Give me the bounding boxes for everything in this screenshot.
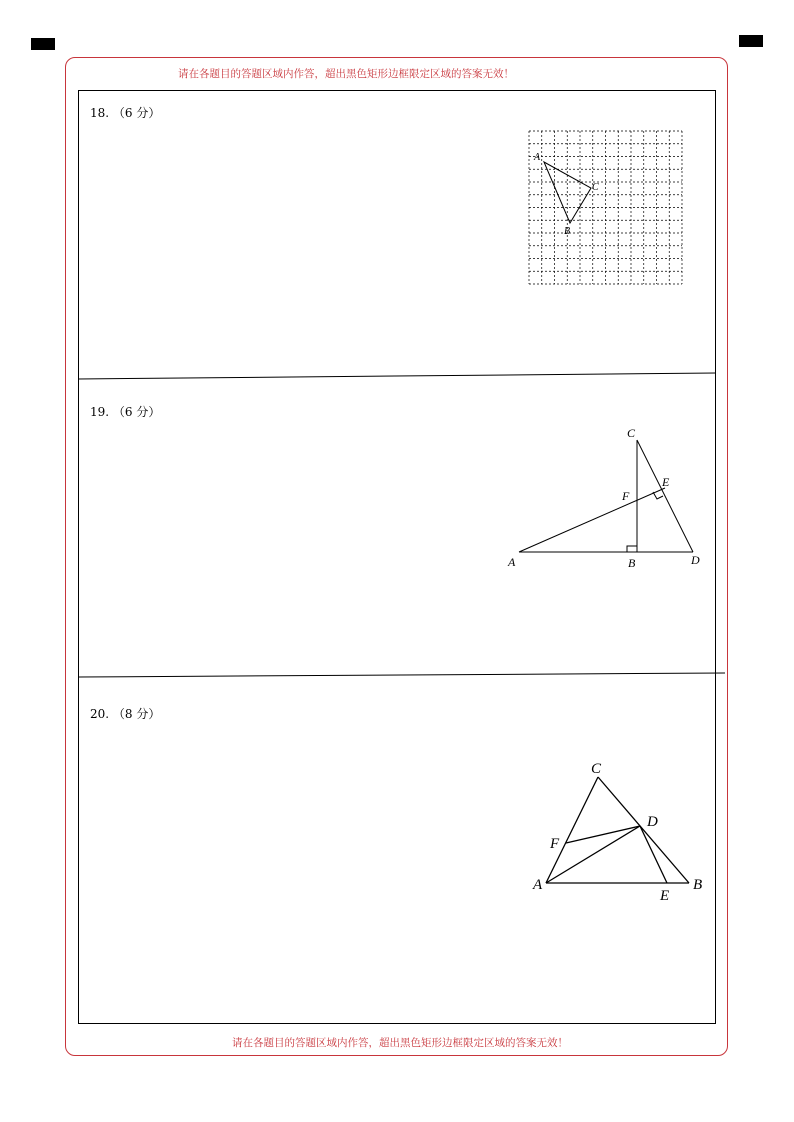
- label-a: A: [533, 877, 543, 893]
- question-19-figure: [519, 440, 693, 552]
- label-d: D: [691, 553, 700, 567]
- question-19-label: 19. （6 分）: [90, 405, 161, 419]
- dotted-grid: [529, 131, 682, 284]
- right-angle-b: [627, 546, 637, 552]
- header-warning-note: 请在各题目的答题区域内作答，超出黑色矩形边框限定区域的答案无效！: [178, 68, 514, 80]
- label-c: C: [591, 761, 602, 777]
- label-b: B: [564, 226, 571, 237]
- label-f: F: [622, 489, 630, 503]
- label-a: A: [534, 152, 541, 163]
- question-18-label: 18. （6 分）: [90, 106, 161, 120]
- question-19-labels: [507, 426, 700, 570]
- label-f: F: [550, 836, 560, 852]
- label-b: B: [693, 877, 703, 893]
- segment-de: [640, 826, 667, 883]
- segment-cb: [598, 777, 689, 883]
- question-20-label: 20. （8 分）: [90, 707, 161, 721]
- segment-ae: [519, 488, 665, 552]
- question-20-figure: [546, 777, 689, 883]
- segment-fd: [566, 826, 640, 843]
- label-c: C: [627, 426, 636, 440]
- footer-warning-note: 请在各题目的答题区域内作答，超出黑色矩形边框限定区域的答案无效！: [232, 1037, 568, 1049]
- section-divider-19-20: [78, 673, 725, 677]
- label-c: C: [592, 182, 599, 193]
- label-e: E: [660, 888, 670, 904]
- label-e: E: [662, 475, 670, 489]
- segment-cd: [637, 440, 693, 552]
- label-b: B: [628, 556, 636, 570]
- label-d: D: [647, 814, 658, 830]
- label-a: A: [508, 555, 516, 569]
- section-divider-18-19: [78, 373, 716, 379]
- question-18-grid-figure: [529, 131, 682, 284]
